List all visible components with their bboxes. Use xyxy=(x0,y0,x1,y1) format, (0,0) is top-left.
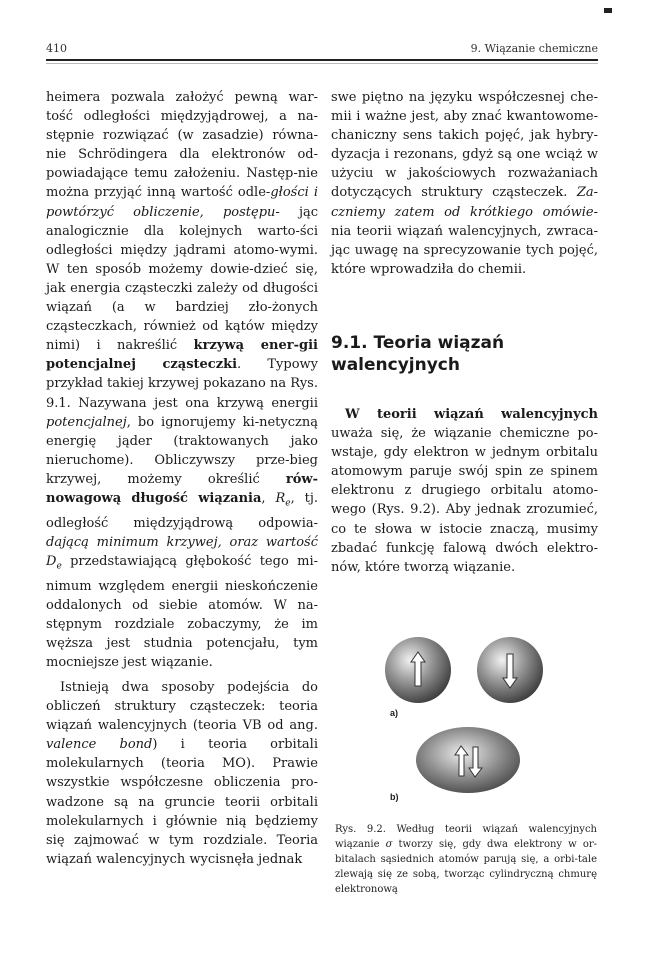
header-rule xyxy=(46,59,598,61)
term-vb-theory: W teorii wiązań walencyjnych xyxy=(345,407,598,422)
text-run: , tj. odległość międzyjądrową odpowia- xyxy=(46,490,319,531)
italic-run: valence bond xyxy=(46,737,153,753)
caption-text: Według teorii wiązań walencyjnych wiązanie xyxy=(335,824,598,850)
figure-label-b: b) xyxy=(390,792,399,802)
figure-label-a: a) xyxy=(390,708,399,718)
symbol-de: $D_e$ xyxy=(46,553,62,572)
text-run: jąc analogicznie dla kolejnych warto-ści odległości między jądrami atomo-wymi. W ten sposób możemy dowie-dzieć się, jak energia cząsteczki zależy od długości wiązań (a w bardziej zło-żonych cząsteczkach, również od kątów między nimi) i nakreślić xyxy=(46,204,318,354)
symbol-re: $R_e$ xyxy=(275,490,291,509)
section-number: 9.1. xyxy=(331,333,368,353)
text-run: , xyxy=(261,490,276,506)
text-run: heimera pozwala założyć pewną war-tość odległości międzyjądrowej, a na-stępnie rozwiązać (w zasadzie) równa-nie Schrödingera dla elektronów od-powiadające temu założeniu. Następ-nie można przyjąć inną wartość odle- xyxy=(46,90,318,201)
term-potential-curve: krzywą ener-gii potencjalnej cząsteczki xyxy=(46,338,318,373)
merged-orbital xyxy=(416,727,520,793)
sigma-symbol: σ xyxy=(385,839,393,850)
left-column xyxy=(46,88,318,869)
corner-mark xyxy=(604,8,612,13)
italic-run: potencjalnej xyxy=(46,414,127,430)
right-column xyxy=(331,88,598,279)
text-run: przedstawiającą głębokość tego mi-nimum względem energii nieskończenie oddalonych od siebie atomów. W na-stępnym rozdziale zobaczymy, że im węższa jest studnia potencjału, tym mocniejsze jest wiązanie. xyxy=(46,553,318,670)
caption-text: tworzy się, gdy dwa elektrony w or-bitalach sąsiednich atomów parują się, a orbi-tale zlewają się ze sobą, tworząc cylindryczną chmurę elektronową xyxy=(335,839,597,895)
italic-run: dającą minimum krzywej, oraz wartość xyxy=(46,534,318,550)
left-paragraph-2 xyxy=(46,678,318,869)
section-heading xyxy=(331,332,598,376)
section-paragraph xyxy=(331,405,598,577)
running-title: 9. Wiązanie chemiczne xyxy=(470,42,598,55)
right-paragraph-1 xyxy=(331,88,598,279)
figure-caption xyxy=(335,822,597,897)
caption-number: Rys. 9.2. xyxy=(335,824,386,835)
figure-9-2 xyxy=(380,632,560,812)
italic-run: Za-czniemy zatem od krótkiego omówie- xyxy=(331,185,598,220)
text-run: uważa się, że wiązanie chemiczne po-wstaje, gdy elektron w jednym orbitalu atomowym paruje swój spin ze spinem elektronu z drugiego orbitalu atomo-wego (Rys. 9.2). Aby jednak zrozumieć, co te słowa w istocie znaczą, musimy zbadać funkcję falową dwóch elektro-nów, które tworzą wiązanie. xyxy=(331,426,598,575)
left-paragraph-1 xyxy=(46,88,318,672)
italic-run: głości i powtórzyć obliczenie, postępu- xyxy=(46,185,319,220)
section-title: Teoria wiązań walencyjnych xyxy=(331,333,505,375)
section-body xyxy=(331,405,598,577)
text-run: swe piętno na języku współczesnej che-mii i ważne jest, aby znać kwantowome-chaniczny sens takich pojęć, jak hybry-dyzacja i rezonans, gdyż są one wciąż w użyciu w jakościowych rozważaniach dotyczących struktury cząsteczek. xyxy=(331,90,598,201)
text-run: , bo ignorujemy ki-netyczną energię jąder (traktowanych jako nieruchome). Obliczywszy prze-bieg krzywej, możemy określić xyxy=(46,414,318,487)
text-run: Istnieją dwa sposoby podejścia do obliczeń struktury cząsteczek: teoria wiązań walencyjnych (teoria VB od ang. xyxy=(46,680,318,734)
text-run: . Typowy przykład takiej krzywej pokazano na Rys. 9.1. Nazywana jest ona krzywą energii xyxy=(46,357,319,411)
text-run: nia teorii wiązań walencyjnych, zwraca-jąc uwagę na sprecyzowanie tych pojęć, które wprowadziła do chemii. xyxy=(331,223,598,277)
header-rule-thin xyxy=(46,63,598,64)
page-number: 410 xyxy=(46,42,67,55)
orbital-illustration xyxy=(380,632,560,812)
text-run: ) i teoria orbitali molekularnych (teoria MO). Prawie wszystkie współczesne obliczenia pro-wadzone są na gruncie teorii orbitali molekularnych i głównie nią będziemy się zajmować w tym rozdziale. Teoria wiązań walencyjnych wycisnęła jednak xyxy=(46,737,318,867)
running-header xyxy=(46,42,598,56)
term-bond-length: rów-nowagową długość wiązania xyxy=(46,471,318,506)
